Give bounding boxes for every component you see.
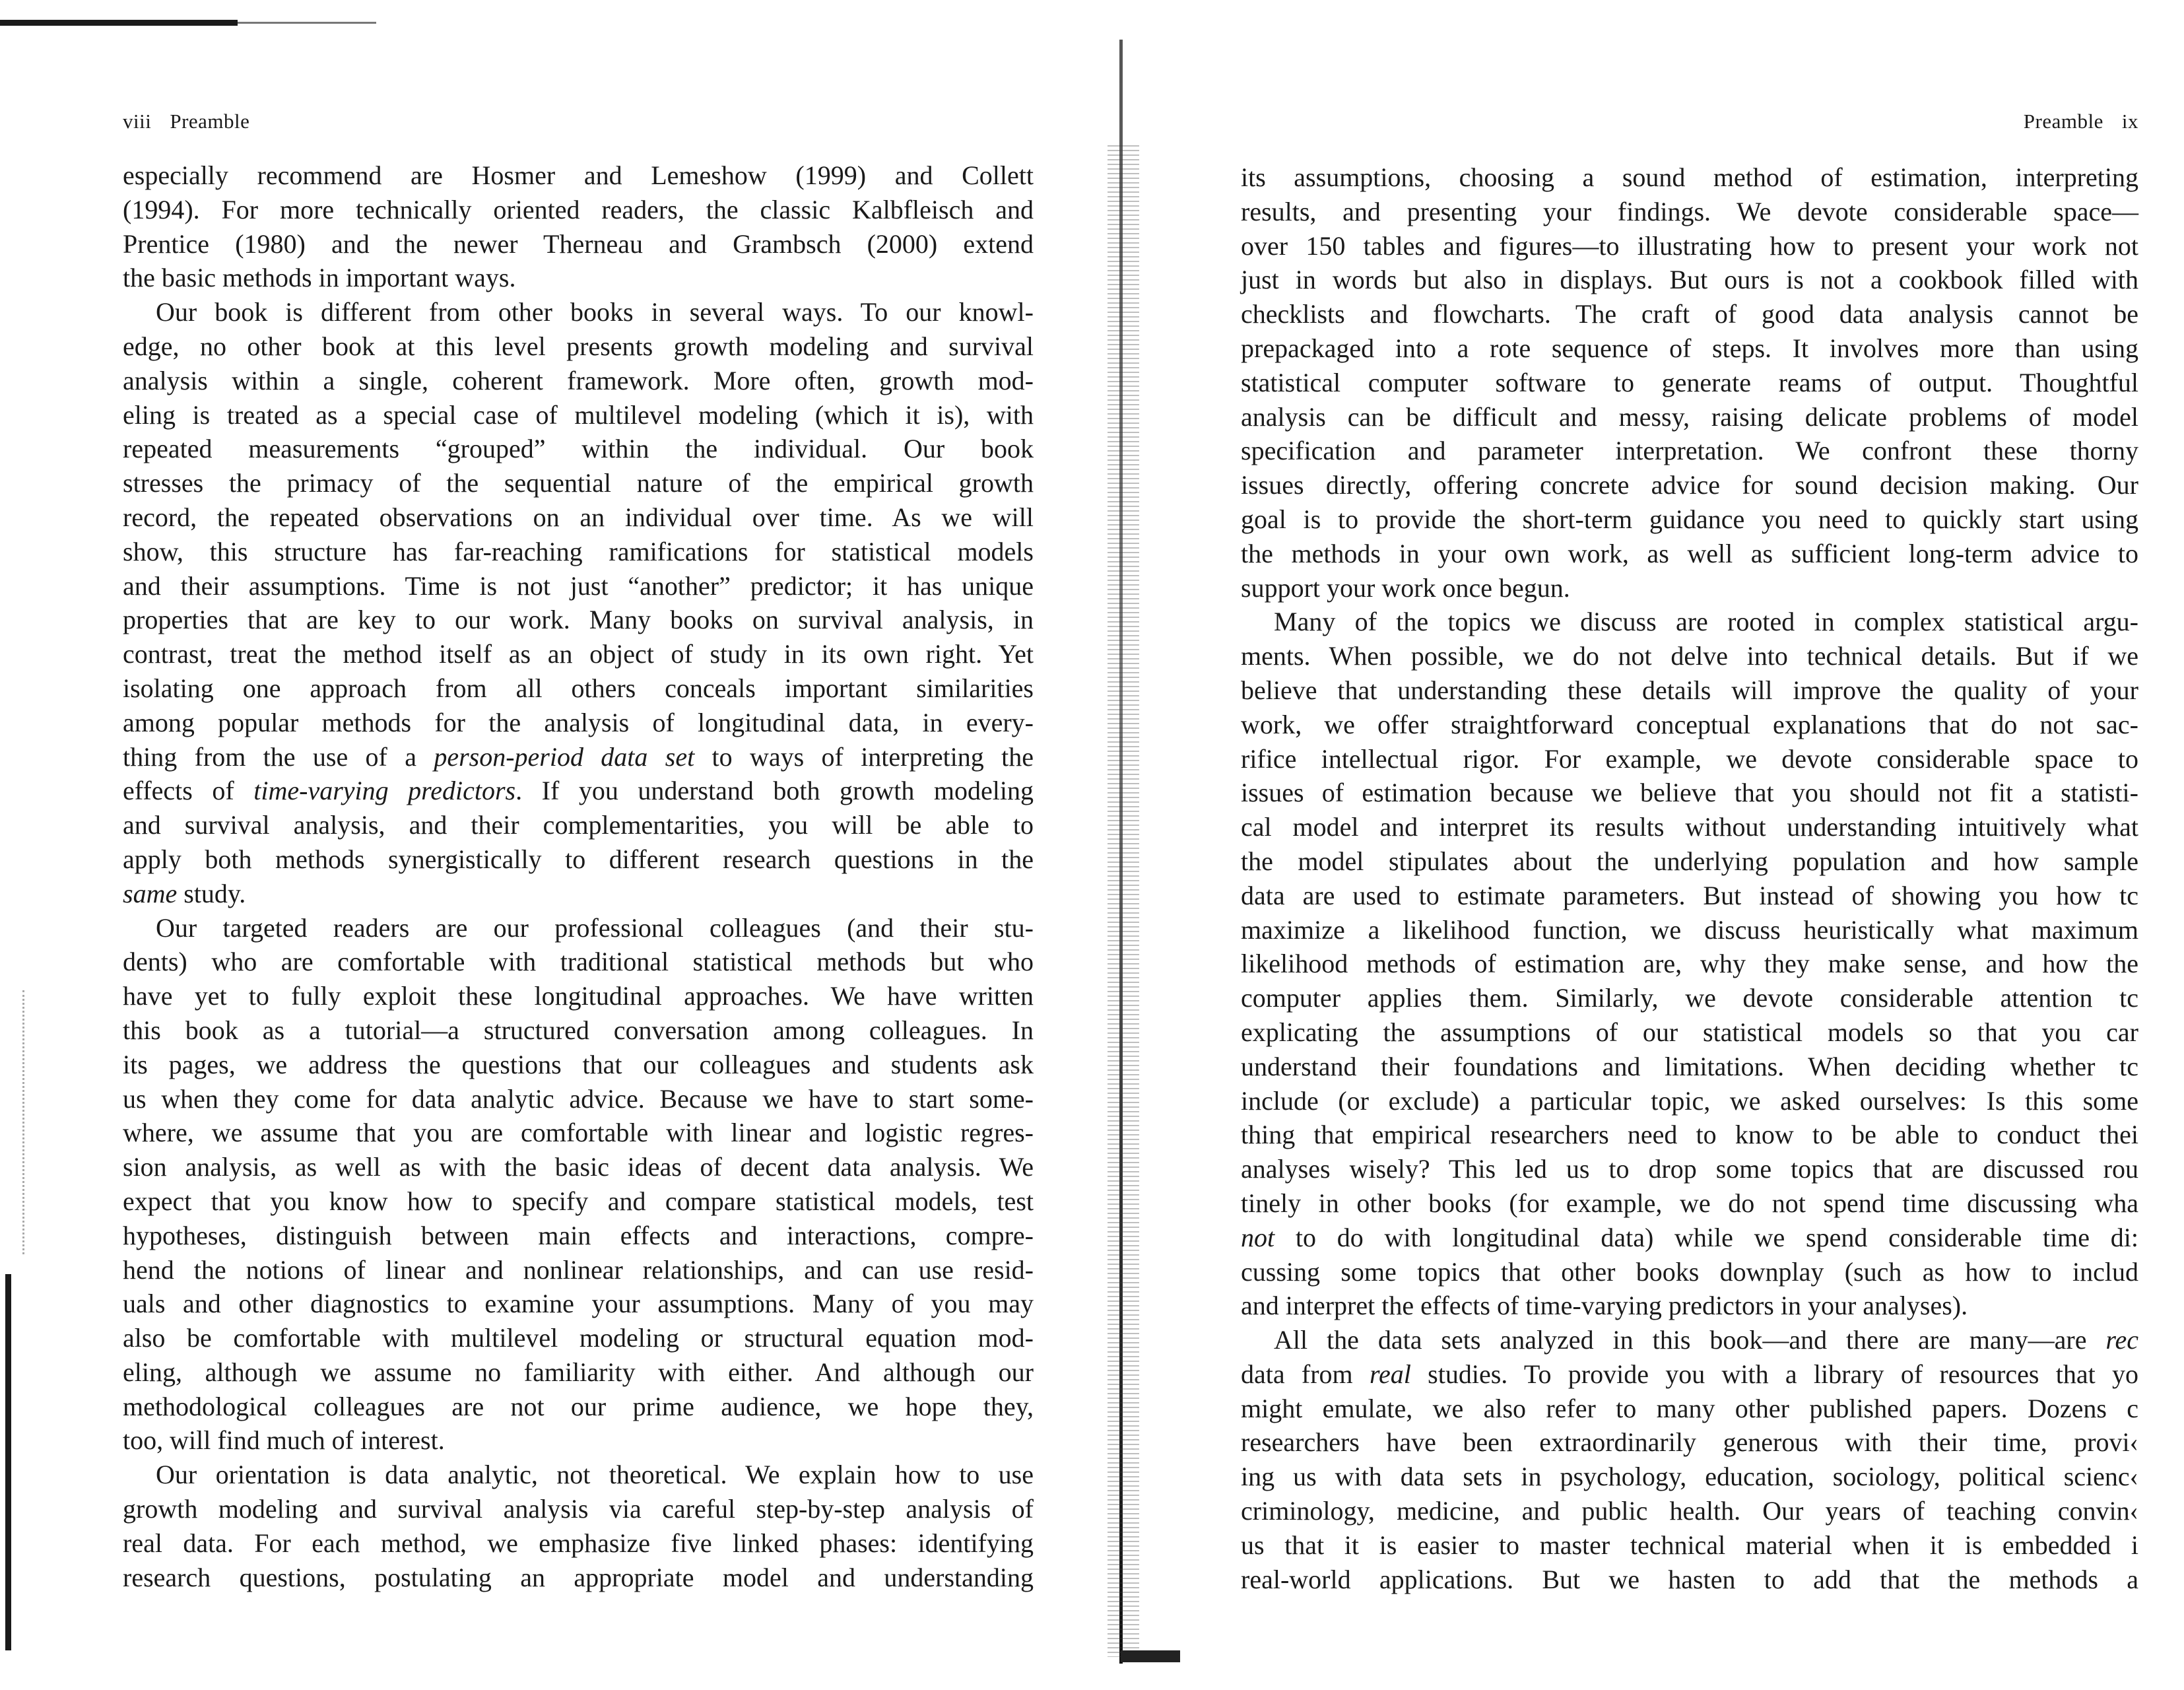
- text-run: have yet to fully exploit these longitudinal approaches. We have written: [123, 981, 1034, 1011]
- text-run: us that it is easier to master technical material when it is embedded i: [1241, 1530, 2138, 1560]
- text-run: also be comfortable with multilevel modeling or structural equation mod-: [123, 1323, 1034, 1353]
- text-run: rifice intellectual rigor. For example, we devote considerable space to: [1241, 743, 2138, 774]
- text-run: properties that are key to our work. Many books on survival analysis, in: [123, 605, 1034, 635]
- text-line: [123, 329, 1034, 364]
- text-run: just in words but also in displays. But ours is not a cookbook filled with: [1241, 265, 2138, 295]
- text-run: real-world applications. But we hasten to add that the methods a: [1241, 1564, 2138, 1594]
- italic-text: real: [1369, 1359, 1411, 1389]
- gutter-shadow: [1108, 145, 1139, 1657]
- text-run: might emulate, we also refer to many other published papers. Dozens c: [1241, 1393, 2138, 1423]
- text-line: [123, 979, 1034, 1013]
- left-body-text: [123, 158, 1034, 1594]
- text-line: [1241, 468, 2138, 502]
- scan-margin-dots: [22, 990, 27, 1254]
- text-line: [1241, 1221, 2138, 1255]
- text-line: [123, 569, 1034, 603]
- right-running-head: [2024, 110, 2138, 133]
- text-run: support your work once begun.: [1241, 572, 1570, 603]
- text-run: cal model and interpret its results without understanding intuitively what: [1241, 812, 2138, 842]
- text-line: [123, 603, 1034, 637]
- text-run: issues directly, offering concrete advice for sound decision making. Our: [1241, 470, 2138, 500]
- gutter-foot: [1121, 1650, 1180, 1662]
- italic-text: time-varying predictors: [253, 776, 516, 806]
- text-line: [1241, 1392, 2138, 1426]
- text-line: [1241, 708, 2138, 742]
- text-run: ments. When possible, we do not delve into technical details. But if we: [1241, 641, 2138, 671]
- text-line: [1241, 879, 2138, 913]
- text-run: uals and other diagnostics to examine your assumptions. Many of you may: [123, 1289, 1034, 1319]
- text-line: [123, 227, 1034, 261]
- text-run: study.: [177, 878, 246, 908]
- text-line: [123, 740, 1034, 774]
- text-run: (1994). For more technically oriented readers, the classic Kalbfleisch and: [123, 194, 1034, 224]
- text-line: [123, 774, 1034, 808]
- italic-text: rec: [2105, 1325, 2138, 1355]
- text-run: statistical computer software to generate reams of output. Thoughtful: [1241, 367, 2138, 397]
- text-run: too, will find much of interest.: [123, 1425, 445, 1456]
- text-line: [123, 842, 1034, 877]
- text-line: [1241, 331, 2138, 366]
- text-run: isolating one approach from all others conceals important similarities: [123, 673, 1034, 703]
- text-run: ing us with data sets in psychology, education, sociology, political scienc‹: [1241, 1462, 2138, 1492]
- text-line: [1241, 742, 2138, 776]
- text-run: its assumptions, choosing a sound method of estimation, interpreting: [1241, 162, 2138, 192]
- text-run: us when they come for data analytic advice. Because we have to start some-: [123, 1083, 1034, 1114]
- text-line: [1241, 947, 2138, 981]
- text-line: [1241, 913, 2138, 947]
- text-line: [123, 158, 1034, 193]
- text-run: record, the repeated observations on an individual over time. As we will: [123, 502, 1034, 532]
- text-run: repeated measurements “grouped” within the individual. Our book: [123, 434, 1034, 464]
- text-line: [1241, 502, 2138, 537]
- text-line: [123, 1355, 1034, 1390]
- text-run: Our orientation is data analytic, not theoretical. We explain how to use: [156, 1460, 1034, 1490]
- text-line: [1241, 1118, 2138, 1152]
- text-line: [1241, 844, 2138, 879]
- text-line: [1241, 263, 2138, 297]
- text-line: [1241, 981, 2138, 1015]
- text-run: understand their foundations and limitations. When deciding whether tc: [1241, 1051, 2138, 1081]
- text-run: Many of the topics we discuss are rooted in complex statistical argu-: [1274, 607, 2138, 637]
- text-run: data from: [1241, 1359, 1370, 1389]
- text-line: [123, 1116, 1034, 1150]
- text-line: [123, 261, 1034, 295]
- text-line: [1241, 366, 2138, 400]
- text-line: [1241, 1186, 2138, 1221]
- text-run: maximize a likelihood function, we discuss heuristically what maximum: [1241, 914, 2138, 945]
- text-run: computer applies them. Similarly, we devote considerable attention tc: [1241, 983, 2138, 1013]
- text-run: analyses wisely? This led us to drop some topics that are discussed rou: [1241, 1154, 2138, 1184]
- text-run: to ways of interpreting the: [694, 741, 1034, 772]
- italic-text: not: [1241, 1222, 1275, 1252]
- text-line: [123, 432, 1034, 466]
- text-line: [1241, 1323, 2138, 1357]
- text-line: [1241, 1084, 2138, 1118]
- text-run: apply both methods synergistically to different research questions in the: [123, 844, 1034, 874]
- text-run: dents) who are comfortable with traditional statistical methods but who: [123, 947, 1034, 977]
- text-line: [123, 1253, 1034, 1287]
- text-run: include (or exclude) a particular topic, we asked ourselves: Is this some: [1241, 1085, 2138, 1116]
- text-run: to do with longitudinal data) while we spend considerable time di:: [1274, 1222, 2138, 1252]
- text-line: [1241, 673, 2138, 708]
- text-line: [123, 295, 1034, 329]
- text-line: [1241, 1494, 2138, 1528]
- italic-text: same: [123, 878, 178, 908]
- text-line: [123, 1219, 1034, 1253]
- text-line: [123, 706, 1034, 740]
- left-running-head: [123, 110, 249, 133]
- text-run: analysis within a single, coherent framework. More often, growth mod-: [123, 365, 1034, 395]
- text-run: where, we assume that you are comfortable with linear and logistic regres-: [123, 1118, 1034, 1148]
- text-line: [1241, 639, 2138, 673]
- text-line: [1241, 1460, 2138, 1494]
- text-run: contrast, treat the method itself as an object of study in its own right. Yet: [123, 639, 1034, 669]
- text-run: All the data sets analyzed in this book—and there are many—are: [1274, 1325, 2106, 1355]
- text-line: [1241, 1425, 2138, 1460]
- right-body-text: [1241, 160, 2138, 1596]
- text-line: [123, 1287, 1034, 1321]
- text-line: [1241, 1528, 2138, 1563]
- text-run: results, and presenting your findings. We devote considerable space—: [1241, 196, 2138, 226]
- text-line: [1241, 160, 2138, 195]
- text-run: specification and parameter interpretation. We confront these thorny: [1241, 436, 2138, 466]
- text-run: prepackaged into a rote sequence of steps. It involves more than using: [1241, 333, 2138, 363]
- text-run: among popular methods for the analysis of longitudinal data, in every-: [123, 707, 1034, 737]
- text-run: stresses the primacy of the sequential nature of the empirical growth: [123, 468, 1034, 498]
- text-run: Our book is different from other books in several ways. To our knowl-: [156, 297, 1034, 327]
- text-run: Our targeted readers are our professional colleagues (and their stu-: [156, 912, 1034, 943]
- text-line: [1241, 1289, 2138, 1323]
- text-run: likelihood methods of estimation are, why they make sense, and how the: [1241, 949, 2138, 979]
- text-line: [123, 945, 1034, 979]
- scan-margin-mark: [5, 1274, 11, 1650]
- text-line: [1241, 1255, 2138, 1289]
- text-run: thing that empirical researchers need to know to be able to conduct thei: [1241, 1120, 2138, 1150]
- text-run: goal is to provide the short-term guidance you need to quickly start using: [1241, 504, 2138, 534]
- text-line: [1241, 571, 2138, 605]
- text-run: tinely in other books (for example, we do not spend time discussing wha: [1241, 1188, 2138, 1218]
- text-line: [123, 466, 1034, 500]
- text-run: hypotheses, distinguish between main effects and interactions, compre-: [123, 1220, 1034, 1250]
- text-line: [1241, 810, 2138, 844]
- text-line: [123, 1423, 1034, 1458]
- text-run: criminology, medicine, and public health. Our years of teaching convin‹: [1241, 1496, 2138, 1526]
- text-line: [123, 1561, 1034, 1595]
- text-line: [123, 1390, 1034, 1424]
- text-line: [123, 535, 1034, 569]
- text-run: edge, no other book at this level presents growth modeling and survival: [123, 331, 1034, 361]
- text-run: and interpret the effects of time-varying predictors in your analyses).: [1241, 1291, 1968, 1321]
- book-gutter: [1108, 40, 1154, 1690]
- text-line: [1241, 229, 2138, 263]
- text-line: [123, 637, 1034, 671]
- text-run: over 150 tables and figures—to illustrating how to present your work not: [1241, 230, 2138, 261]
- text-line: [123, 1458, 1034, 1492]
- text-run: research questions, postulating an appropriate model and understanding: [123, 1562, 1034, 1592]
- text-line: [123, 1150, 1034, 1184]
- text-run: researchers have been extraordinarily generous with their time, provi‹: [1241, 1427, 2138, 1458]
- text-run: analysis can be difficult and messy, raising delicate problems of model: [1241, 401, 2138, 432]
- text-line: [1241, 776, 2138, 810]
- text-run: checklists and flowcharts. The craft of good data analysis cannot be: [1241, 299, 2138, 329]
- text-line: [1241, 434, 2138, 468]
- text-run: explicating the assumptions of our statistical models so that you car: [1241, 1017, 2138, 1047]
- text-line: [1241, 400, 2138, 434]
- text-run: studies. To provide you with a library of resources that yo: [1410, 1359, 2139, 1389]
- text-run: growth modeling and survival analysis via careful step-by-step analysis of: [123, 1494, 1034, 1524]
- text-line: [1241, 1050, 2138, 1084]
- text-line: [1241, 1015, 2138, 1050]
- text-run: the model stipulates about the underlying population and how sample: [1241, 846, 2138, 876]
- text-run: work, we offer straightforward conceptual explanations that do not sac-: [1241, 709, 2138, 739]
- right-folio: ix: [2121, 110, 2138, 133]
- text-line: [1241, 1152, 2138, 1186]
- left-folio: viii: [123, 110, 152, 133]
- text-line: [123, 500, 1034, 535]
- text-line: [123, 1048, 1034, 1082]
- text-run: sion analysis, as well as with the basic ideas of decent data analysis. We: [123, 1152, 1034, 1182]
- text-line: [123, 1321, 1034, 1355]
- text-run: methodological colleagues are not our prime audience, we hope they,: [123, 1391, 1034, 1421]
- left-running-title: Preamble: [170, 110, 250, 133]
- text-run: effects of: [123, 776, 254, 806]
- text-line: [1241, 195, 2138, 229]
- text-run: thing from the use of a: [123, 741, 434, 772]
- text-run: data are used to estimate parameters. But instead of showing you how tc: [1241, 880, 2138, 910]
- text-run: cussing some topics that other books downplay (such as how to includ: [1241, 1256, 2138, 1287]
- text-line: [123, 671, 1034, 706]
- text-run: the basic methods in important ways.: [123, 263, 516, 293]
- text-line: [123, 911, 1034, 945]
- text-run: believe that understanding these details will improve the quality of your: [1241, 675, 2138, 705]
- text-run: hend the notions of linear and nonlinear relationships, and can use resid-: [123, 1254, 1034, 1285]
- text-run: Prentice (1980) and the newer Therneau and Grambsch (2000) extend: [123, 228, 1034, 259]
- text-run: this book as a tutorial—a structured conversation among colleagues. In: [123, 1015, 1034, 1045]
- scan-edge-rule: [0, 20, 238, 26]
- right-running-title: Preamble: [2023, 110, 2103, 133]
- text-line: [1241, 537, 2138, 571]
- text-run: its pages, we address the questions that our colleagues and students ask: [123, 1049, 1034, 1079]
- text-run: eling is treated as a special case of multilevel modeling (which it is), with: [123, 399, 1034, 430]
- text-run: issues of estimation because we believe that you should not fit a statisti-: [1241, 778, 2138, 808]
- text-line: [123, 877, 1034, 911]
- text-run: especially recommend are Hosmer and Lemeshow (1999) and Collett: [123, 160, 1034, 190]
- text-line: [123, 1526, 1034, 1561]
- text-run: expect that you know how to specify and compare statistical models, test: [123, 1186, 1034, 1216]
- text-line: [123, 1184, 1034, 1219]
- text-line: [1241, 1357, 2138, 1392]
- text-run: . If you understand both growth modeling: [515, 776, 1034, 806]
- scan-edge-rule-tail: [238, 22, 376, 24]
- text-run: the methods in your own work, as well as sufficient long-term advice to: [1241, 538, 2138, 568]
- text-line: [123, 193, 1034, 227]
- text-line: [1241, 297, 2138, 331]
- italic-text: person-period data set: [434, 741, 695, 772]
- text-line: [123, 398, 1034, 432]
- text-run: and survival analysis, and their complementarities, you will be able to: [123, 810, 1034, 840]
- text-line: [123, 364, 1034, 398]
- text-line: [123, 1082, 1034, 1116]
- text-line: [1241, 605, 2138, 639]
- text-run: and their assumptions. Time is not just “another” predictor; it has unique: [123, 570, 1034, 601]
- text-line: [1241, 1563, 2138, 1597]
- text-run: eling, although we assume no familiarity with either. And although our: [123, 1357, 1034, 1387]
- text-run: show, this structure has far-reaching ramifications for statistical models: [123, 536, 1034, 566]
- text-run: real data. For each method, we emphasize five linked phases: identifying: [123, 1528, 1034, 1558]
- text-line: [123, 1492, 1034, 1526]
- text-line: [123, 1013, 1034, 1048]
- text-line: [123, 808, 1034, 842]
